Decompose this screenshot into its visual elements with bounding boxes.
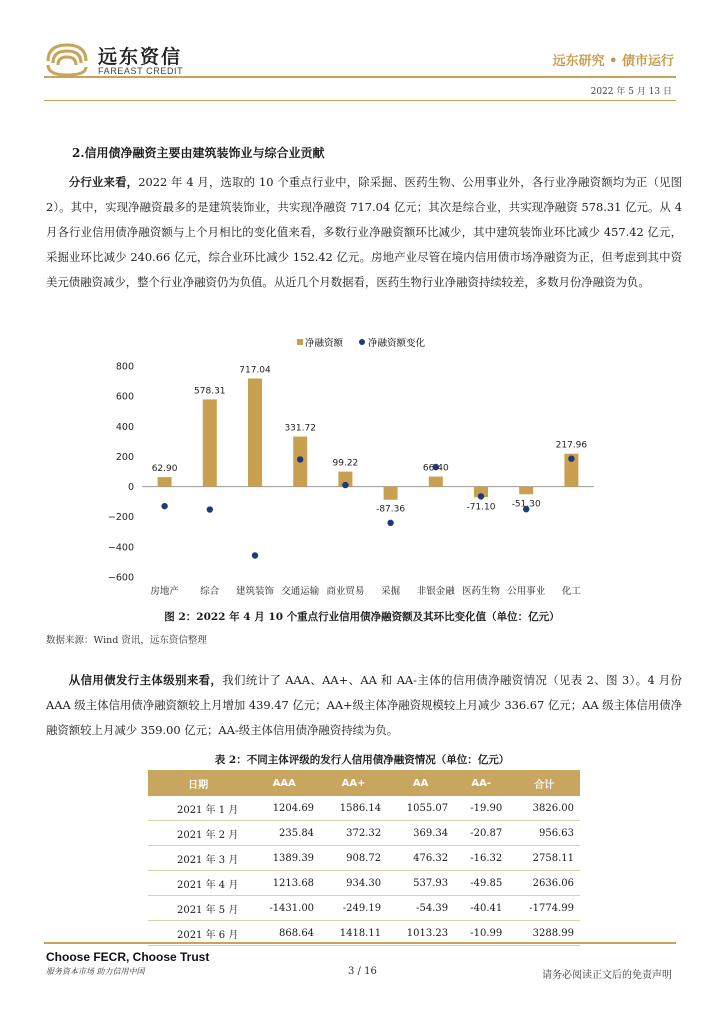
bar-value-label-3: 331.72	[284, 423, 316, 434]
legend-label-bar: 净融资额	[305, 338, 344, 349]
table-cell: 2758.11	[508, 846, 580, 871]
table-caption: 表 2：不同主体评级的发行人信用债净融资情况（单位：亿元）	[214, 754, 510, 766]
table-cell: -249.19	[320, 896, 387, 921]
header-rule-secondary	[44, 100, 676, 101]
table-cell: 1389.39	[248, 846, 320, 871]
change-dot-1	[207, 506, 213, 512]
footer-rule	[44, 942, 676, 944]
y-tick-label: −600	[107, 572, 134, 584]
table-cell: 3288.99	[508, 921, 580, 946]
bar-value-label-4: 99.22	[332, 458, 359, 469]
table-cell: 1418.11	[320, 921, 387, 946]
figure-source: 数据来源：Wind 资讯，远东资信整理	[46, 635, 207, 646]
table-cell: 235.84	[248, 821, 320, 846]
table-cell: 868.64	[248, 921, 320, 946]
bar-value-label-5: -87.36	[376, 504, 406, 515]
table-header-1: AAA	[248, 770, 320, 796]
legend-label-dot: 净融资额变化	[368, 338, 426, 349]
table-cell: 934.30	[320, 871, 387, 896]
y-tick-label: −400	[107, 542, 134, 554]
table-cell: 2636.06	[508, 871, 580, 896]
table-cell: 2021 年 1 月	[148, 796, 248, 821]
fareast-logo-icon	[44, 41, 90, 79]
bar-value-label-9: 217.96	[555, 440, 588, 451]
bar-value-label-7: -71.10	[466, 502, 496, 513]
bar-value-label-1: 578.31	[194, 386, 226, 397]
change-dot-9	[568, 455, 574, 461]
figure-caption: 图 2：2022 年 4 月 10 个重点行业信用债净融资额及其环比变化值（单位：亿元）	[164, 611, 560, 623]
x-category-label-3: 交通运输	[281, 586, 320, 597]
table-cell: -16.32	[454, 846, 508, 871]
bar-6	[429, 477, 443, 487]
footer-disclaimer: 请务必阅读正文后的免责声明	[542, 970, 672, 981]
table-header-0: 日期	[148, 770, 248, 796]
y-tick-label: 800	[115, 361, 134, 373]
table-header-3: AA	[387, 770, 454, 796]
change-dot-4	[342, 482, 348, 488]
table-cell: -49.85	[454, 871, 508, 896]
bar-value-label-8: -51.30	[511, 499, 541, 510]
paragraph-rating	[46, 668, 682, 743]
footer-slogan-cn: 服务资本市场 助力信用中国	[46, 967, 145, 976]
table-cell: 372.32	[320, 821, 387, 846]
bar-5	[384, 487, 398, 500]
bar-1	[203, 399, 217, 486]
table-row	[148, 821, 580, 846]
x-category-label-8: 公用事业	[507, 586, 546, 597]
table-row	[148, 871, 580, 896]
bar-value-label-0: 62.90	[151, 464, 178, 475]
table-cell: 956.63	[508, 821, 580, 846]
table-cell: -40.41	[454, 896, 508, 921]
change-dot-5	[387, 520, 393, 526]
table-cell: 908.72	[320, 846, 387, 871]
table-cell: -10.99	[454, 921, 508, 946]
bar-0	[158, 477, 172, 486]
change-dot-7	[478, 493, 484, 499]
table-cell: 2021 年 2 月	[148, 821, 248, 846]
y-tick-label: 400	[115, 421, 134, 433]
paragraph-industry	[46, 170, 682, 295]
rating-net-financing-table	[148, 770, 580, 946]
table-cell: 2021 年 4 月	[148, 871, 248, 896]
x-category-label-6: 非银金融	[416, 586, 455, 597]
table-cell: 1013.23	[387, 921, 454, 946]
bar-value-label-2: 717.04	[239, 365, 271, 376]
x-category-label-9: 化工	[561, 586, 581, 597]
x-category-label-1: 综合	[200, 586, 220, 597]
y-tick-label: 600	[115, 391, 134, 403]
paragraph-body: 我们统计了 AAA、AA+、AA 和 AA-主体的信用债净融资情况（见表 2、图 3）。4 月份 AAA 级主体信用债净融资额较上月增加 439.47 亿元；AA+级主体净融资规模较上月减少 336.67 亿元；AA 级主体信用债净融资额较上月减少 359.00 亿元；AA-级主体信用债净融资持续为负。	[46, 673, 682, 737]
chart-legend	[297, 337, 426, 349]
footer-slogan-en: Choose FECR, Choose Trust	[46, 950, 210, 964]
page-number: 3 / 16	[348, 966, 377, 977]
table-row	[148, 796, 580, 821]
y-tick-label: 0	[127, 482, 134, 494]
change-dot-2	[252, 552, 258, 558]
legend-swatch-dot	[359, 339, 365, 345]
change-dot-3	[297, 456, 303, 462]
bar-value-label-6: 66.40	[422, 463, 449, 474]
bar-2	[248, 379, 262, 487]
table-row	[148, 896, 580, 921]
table-row	[148, 846, 580, 871]
table-cell: -19.90	[454, 796, 508, 821]
change-dot-0	[161, 503, 167, 509]
logo-text-cn: 远东资信	[98, 46, 183, 68]
x-category-label-7: 医药生物	[461, 586, 501, 597]
table-cell: 1213.68	[248, 871, 320, 896]
y-tick-label: −200	[107, 512, 134, 524]
table-cell: 2021 年 6 月	[148, 921, 248, 946]
table-cell: -1431.00	[248, 896, 320, 921]
header-report-title: 远东研究 • 债市运行	[552, 54, 674, 69]
table-cell: 537.93	[387, 871, 454, 896]
table-cell: 1055.07	[387, 796, 454, 821]
table-cell: -54.39	[387, 896, 454, 921]
report-date: 2022 年 5 月 13 日	[590, 87, 672, 97]
legend-swatch-bar	[297, 339, 303, 345]
table-cell: 2021 年 3 月	[148, 846, 248, 871]
table-cell: 1586.14	[320, 796, 387, 821]
table-cell: 3826.00	[508, 796, 580, 821]
table-cell: -1774.99	[508, 896, 580, 921]
table-cell: 476.32	[387, 846, 454, 871]
section-title: 2.信用债净融资主要由建筑装饰业与综合业贡献	[72, 146, 325, 160]
x-category-label-4: 商业贸易	[326, 586, 365, 597]
table-header-5: 合计	[508, 770, 580, 796]
table-header-2: AA+	[320, 770, 387, 796]
y-tick-label: 200	[115, 451, 134, 463]
table-cell: 369.34	[387, 821, 454, 846]
x-category-label-5: 采掘	[381, 586, 401, 597]
x-category-label-0: 房地产	[150, 586, 179, 597]
x-category-label-2: 建筑装饰	[235, 586, 275, 597]
table-cell: -20.87	[454, 821, 508, 846]
header-rule	[44, 76, 676, 78]
logo-text-en: FAREAST CREDIT	[98, 66, 184, 76]
paragraph-lead: 从信用债发行主体级别来看，	[68, 673, 223, 687]
table-header-4: AA-	[454, 770, 508, 796]
paragraph-lead: 分行业来看，	[68, 175, 139, 189]
table-cell: 1204.69	[248, 796, 320, 821]
table-cell: 2021 年 5 月	[148, 896, 248, 921]
bar-8	[519, 487, 533, 495]
industry-net-financing-chart	[100, 336, 594, 598]
paragraph-body: 2022 年 4 月，选取的 10 个重点行业中，除采掘、医药生物、公用事业外，各行业净融资额均为正（见图 2）。其中，实现净融资最多的是建筑装饰业，共实现净融资 717.04 亿元；其次是综合业，共实现净融资 578.31 亿元。从 4 月各行业信用债净融资额与上个月相比的变化值来看，多数行业净融资额环比减少，其中建筑装饰业环比减少 457.42 亿元，采掘业环比减少 240.66 亿元，综合业环比减少 152.42 亿元。房地产业尽管在境内信用债市场净融资为正，但考虑到其中资美元债融资减少，整个行业净融资仍为负值。从近几个月数据看，医药生物行业净融资持续较差，多数月份净融资为负。	[46, 175, 682, 289]
